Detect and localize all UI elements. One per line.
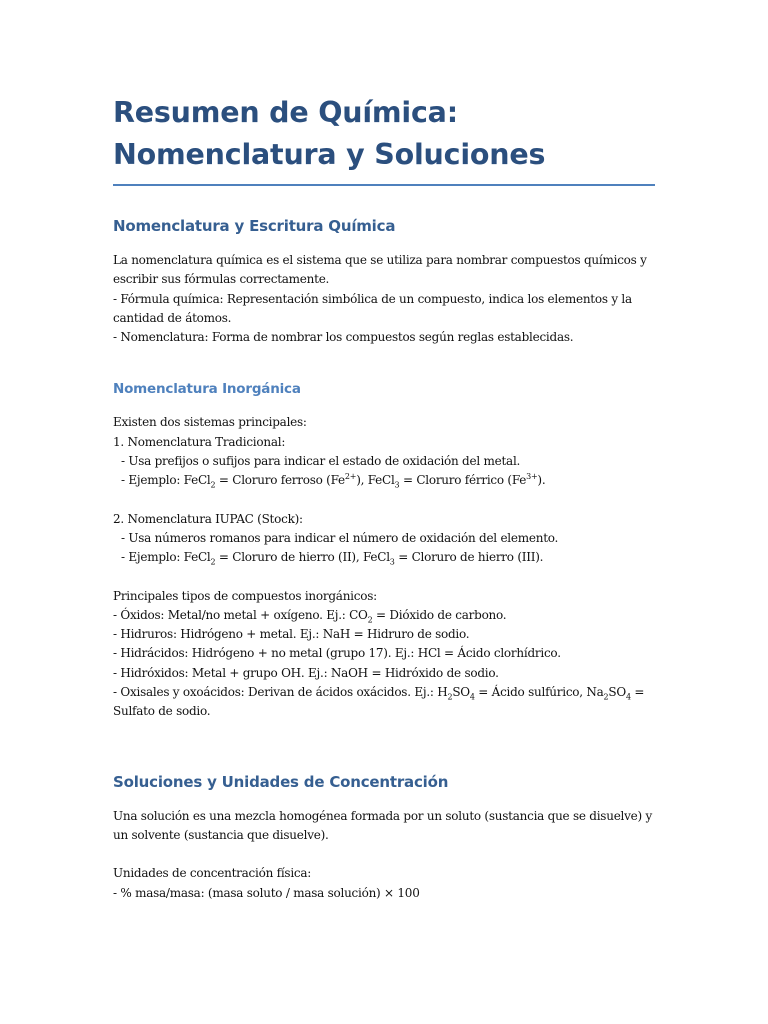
section1-body — [113, 251, 655, 347]
document-title: Resumen de Química: Nomenclatura y Soluciones — [113, 92, 655, 186]
section1-bullet-formula: - Fórmula química: Representación simbólica de un compuesto, indica los elementos y la cantidad de átomos. — [113, 291, 632, 325]
iupac-example: - Ejemplo: FeCl$_2$ = Cloruro de hierro (II), FeCl$_3$ = Cloruro de hierro (III). — [121, 550, 544, 567]
traditional-rule: - Usa prefijos o sufijos para indicar el estado de oxidación del metal. — [121, 454, 521, 469]
compound-type-hidroxidos: - Hidróxidos: Metal + grupo OH. Ej.: NaOH = Hidróxido de sodio. — [113, 665, 499, 680]
solucion-definition: Una solución es una mezcla homogénea formada por un soluto (sustancia que se disuelve) y un solvente (sustancia que disuelve). — [113, 808, 653, 842]
section-heading-nomenclatura-escritura: Nomenclatura y Escritura Química — [113, 217, 396, 235]
section-heading-nomenclatura-inorganica: Nomenclatura Inorgánica — [113, 381, 301, 398]
traditional-example: - Ejemplo: FeCl$_2$ = Cloruro ferroso $(Fe^{2+})$, FeCl$_3$ = Cloruro férrico $(Fe^{3+})$. — [121, 472, 546, 490]
iupac-title: 2. Nomenclatura IUPAC (Stock): — [113, 511, 303, 526]
section1-bullet-nomenclatura: - Nomenclatura: Forma de nombrar los compuestos según reglas establecidas. — [113, 330, 574, 345]
systems-lead: Existen dos sistemas principales: — [113, 415, 307, 430]
section1-intro: La nomenclatura química es el sistema que se utiliza para nombrar compuestos químicos y escribir sus fórmulas correctamente. — [113, 253, 647, 287]
compound-type-oxidos: - Óxidos: Metal/no metal + oxígeno. Ej.: $CO_2$ = Dióxido de carbono. — [113, 607, 507, 625]
units-lead: Unidades de concentración física: — [113, 866, 312, 881]
iupac-rule: - Usa números romanos para indicar el número de oxidación del elemento. — [121, 530, 559, 545]
compound-type-hidruros: - Hidruros: Hidrógeno + metal. Ej.: NaH = Hidruro de sodio. — [113, 627, 470, 642]
section3-intro — [113, 807, 655, 846]
section-heading-soluciones: Soluciones y Unidades de Concentración — [113, 772, 449, 791]
compound-type-hidracidos: - Hidrácidos: Hidrógeno + no metal (grupo 17). Ej.: HCl = Ácido clorhídrico. — [113, 646, 561, 661]
compound-type-oxisales: - Oxisales y oxoácidos: Derivan de ácidos oxácidos. Ej.: $H_2SO_4$ = Ácido sulfúrico, $Na_2SO_4$ = Sulfato de sodio. — [113, 685, 645, 719]
section2-iupac — [113, 510, 655, 568]
document-page — [113, 92, 655, 903]
section2-systems — [113, 413, 655, 490]
section2-compound-types — [113, 587, 655, 722]
section3-units — [113, 864, 655, 903]
unit-masa-masa: - % masa/masa: (masa soluto / masa solución) × 100 — [113, 885, 420, 900]
traditional-title: 1. Nomenclatura Tradicional: — [113, 434, 286, 449]
compound-types-lead: Principales tipos de compuestos inorgánicos: — [113, 588, 377, 603]
